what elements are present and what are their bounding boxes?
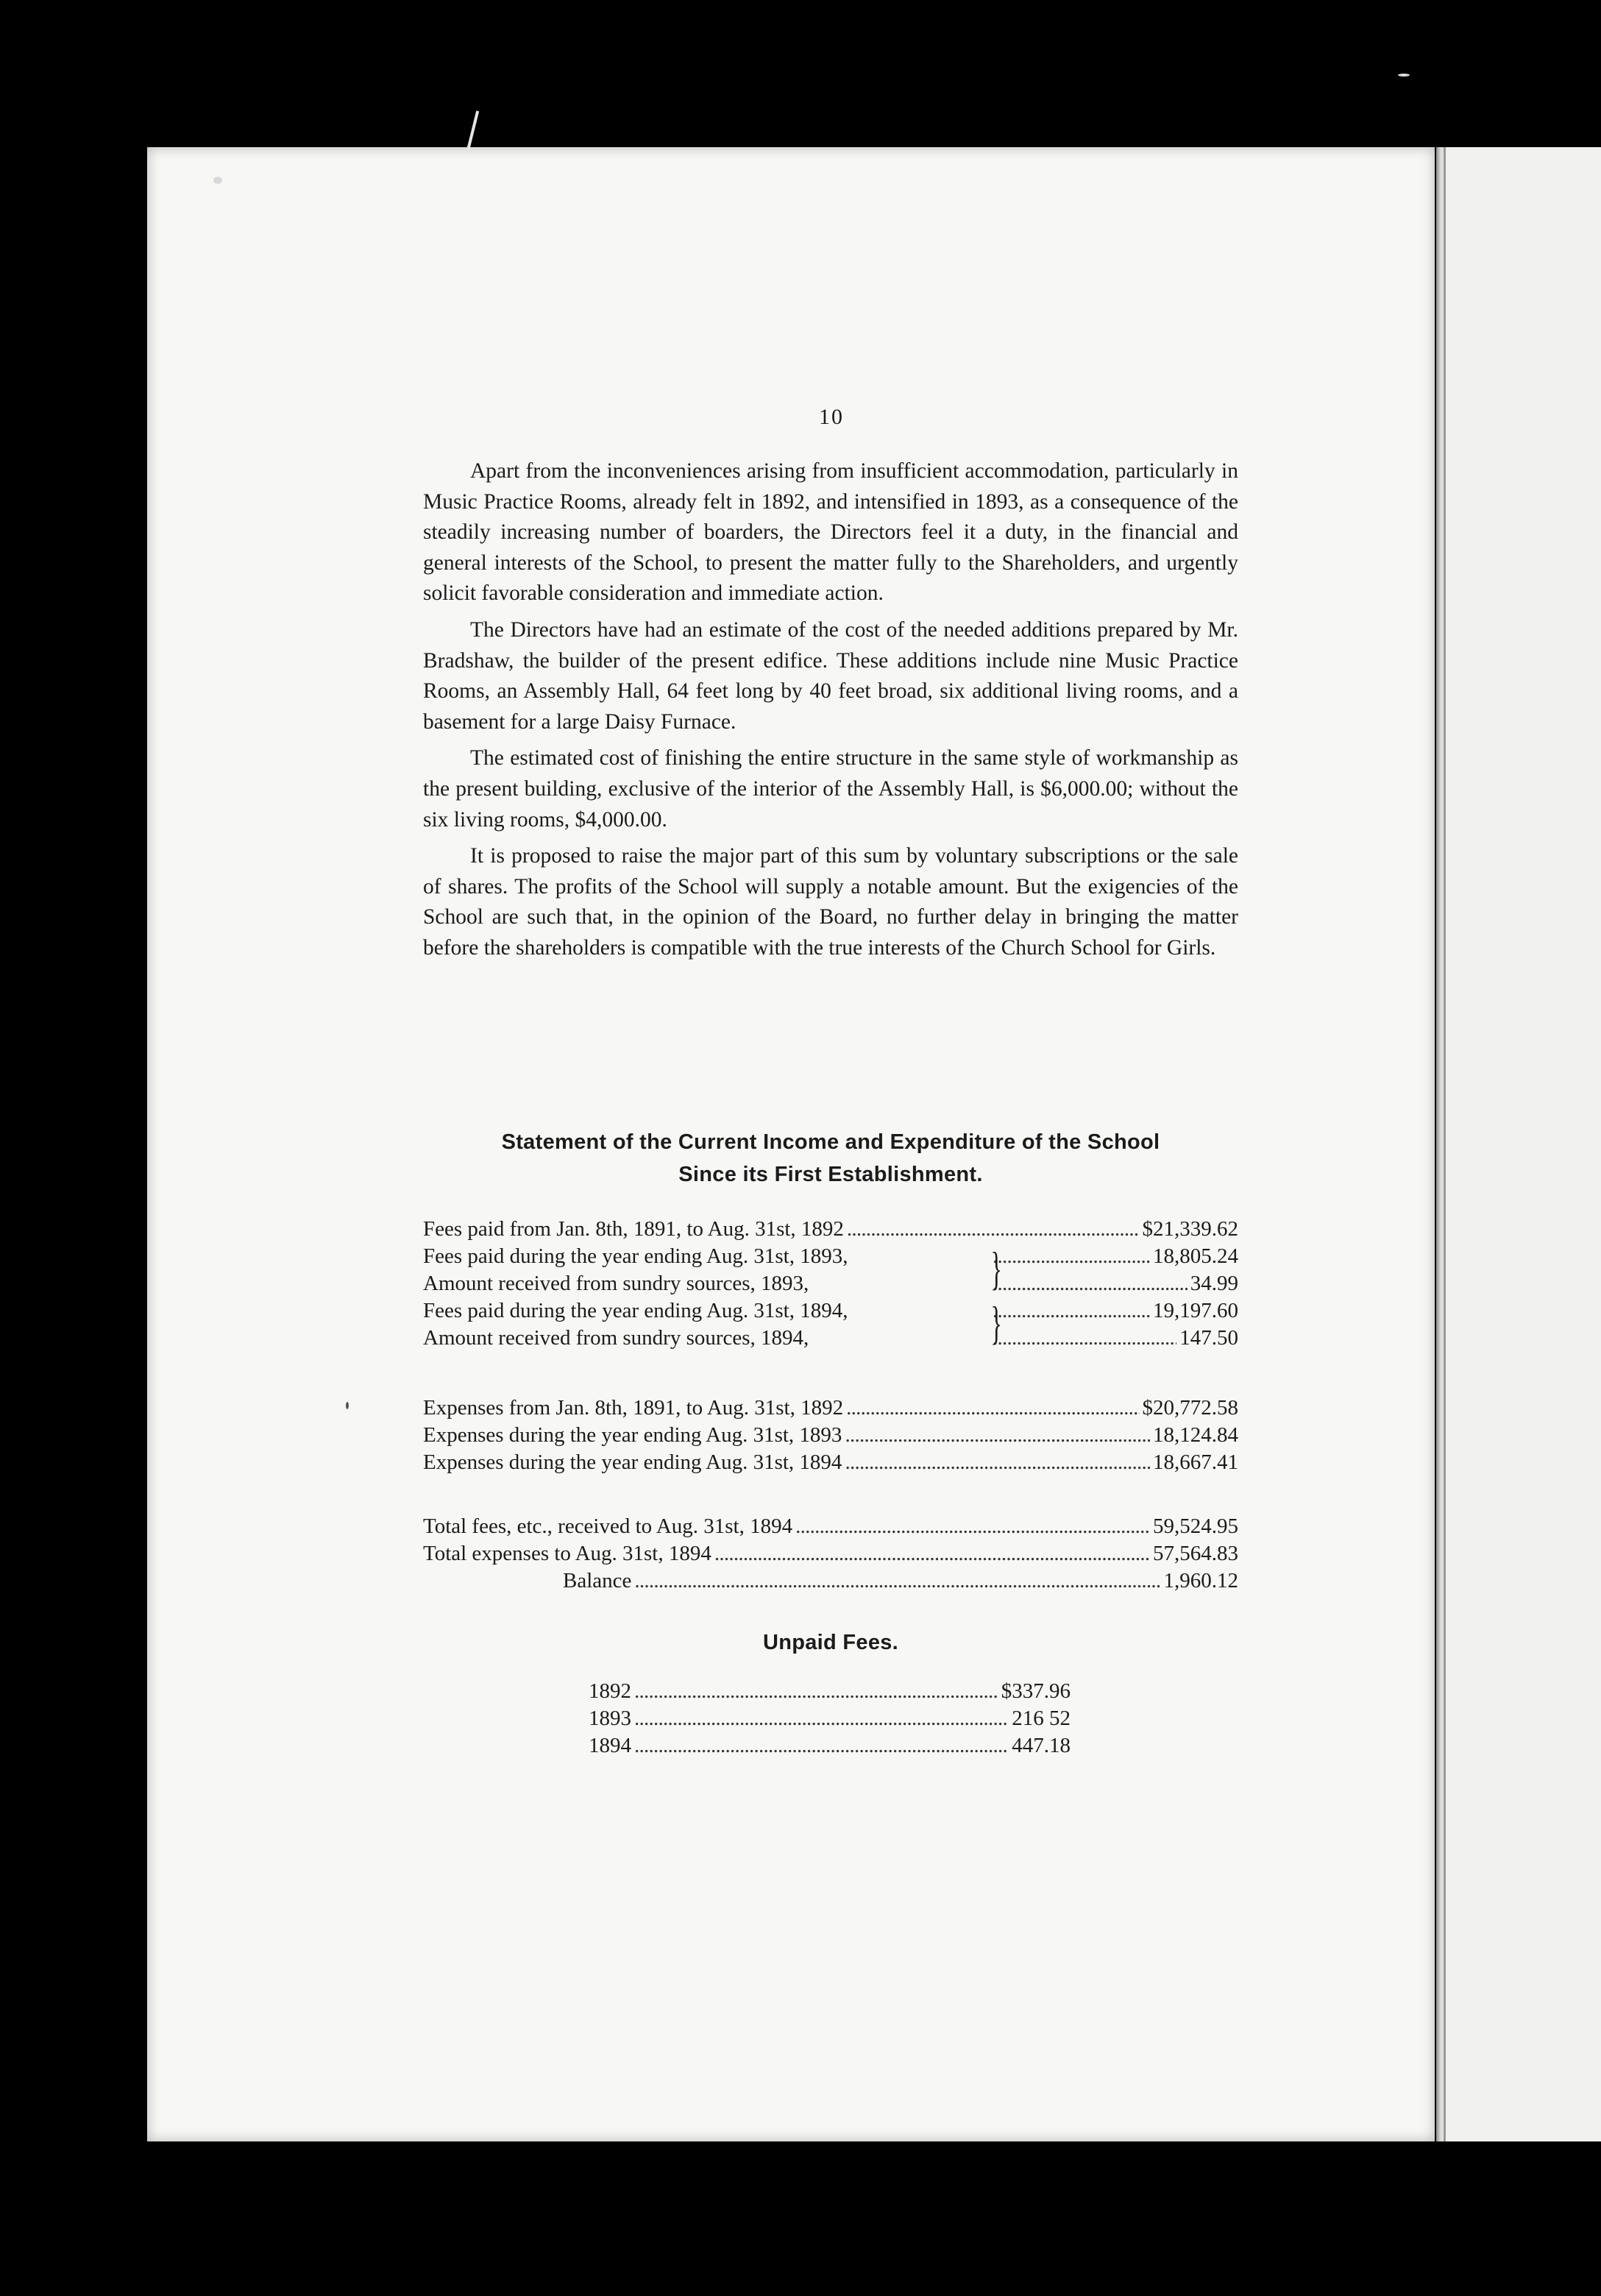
ledger-label: Fees paid during the year ending Aug. 31st, 1894, bbox=[423, 1299, 848, 1322]
income-group-1893 bbox=[423, 1243, 1238, 1297]
paragraph: It is proposed to raise the major part of this sum by voluntary subscriptions or the sale of shares. The profits of the School will supply a notable amount. But the exigencies of the School are such that, in the opinion of the Board, no further delay in bringing the matter before the shareholders is compatible with the true interests of the Church School for Girls. bbox=[423, 844, 1238, 960]
paragraph: The Directors have had an estimate of the cost of the needed additions prepared by Mr. Bradshaw, the builder of the present edifice. These additions include nine Music Practice Rooms, an Assembly Hall, 64 feet long by 40 feet broad, six additional living rooms, and a basement for a large Daisy Furnace. bbox=[423, 617, 1238, 734]
body-text bbox=[423, 456, 1238, 970]
ledger-row bbox=[423, 1567, 1238, 1595]
ledger-row bbox=[589, 1732, 1071, 1760]
leader-dots bbox=[634, 1567, 1160, 1595]
leader-dots bbox=[795, 1513, 1150, 1540]
ledger-row bbox=[423, 1243, 1238, 1270]
leader-dots bbox=[993, 1325, 1176, 1352]
ledger-row bbox=[423, 1297, 1238, 1325]
ledger-amount: 18,124.84 bbox=[1153, 1423, 1238, 1447]
statement-heading-line2: Since its First Establishment. bbox=[678, 1163, 983, 1186]
ledger-amount: $20,772.58 bbox=[1142, 1396, 1238, 1420]
ledger-amount: 57,564.83 bbox=[1153, 1542, 1238, 1565]
ledger-amount: $337.96 bbox=[1001, 1679, 1071, 1703]
ledger-label: Total expenses to Aug. 31st, 1894 bbox=[423, 1542, 711, 1565]
leader-dots bbox=[847, 1216, 1140, 1243]
ledger-amount: 18,667.41 bbox=[1153, 1450, 1238, 1474]
scan-speck bbox=[213, 177, 222, 184]
income-ledger bbox=[423, 1216, 1238, 1352]
ledger-amount: 147.50 bbox=[1179, 1326, 1238, 1350]
ledger-label: Amount received from sundry sources, 1894, bbox=[423, 1326, 809, 1350]
ledger-label: Fees paid from Jan. 8th, 1891, to Aug. 31st, 1892 bbox=[423, 1217, 844, 1241]
expenses-ledger bbox=[423, 1395, 1238, 1476]
ledger-row bbox=[423, 1216, 1238, 1243]
ledger-row bbox=[423, 1449, 1238, 1476]
ledger-amount: 447.18 bbox=[1012, 1734, 1071, 1757]
ledger-amount: 19,197.60 bbox=[1153, 1299, 1238, 1322]
ledger-label: Fees paid during the year ending Aug. 31st, 1893, bbox=[423, 1244, 848, 1268]
page-number: 10 bbox=[819, 405, 844, 429]
ledger-label: Amount received from sundry sources, 1893, bbox=[423, 1272, 809, 1295]
leader-dots bbox=[845, 1449, 1150, 1476]
leader-dots bbox=[634, 1732, 1009, 1760]
leader-dots bbox=[993, 1297, 1150, 1325]
ledger-row bbox=[423, 1422, 1238, 1449]
ledger-row bbox=[423, 1325, 1238, 1352]
leader-dots bbox=[993, 1270, 1188, 1297]
ledger-label: Total fees, etc., received to Aug. 31st, 1894 bbox=[423, 1514, 793, 1538]
ledger-label: Expenses during the year ending Aug. 31st, 1893 bbox=[423, 1423, 842, 1447]
ledger-row bbox=[423, 1395, 1238, 1422]
unpaid-ledger bbox=[589, 1678, 1071, 1760]
leader-dots bbox=[993, 1243, 1150, 1270]
ledger-amount: 59,524.95 bbox=[1153, 1514, 1238, 1538]
leader-dots bbox=[714, 1540, 1150, 1567]
brace-symbol: } bbox=[990, 1297, 1002, 1349]
ledger-row bbox=[423, 1540, 1238, 1567]
ledger-label: 1892 bbox=[589, 1679, 631, 1703]
ledger-label: Expenses during the year ending Aug. 31st, 1894 bbox=[423, 1450, 842, 1474]
ledger-label: Expenses from Jan. 8th, 1891, to Aug. 31st, 1892 bbox=[423, 1396, 844, 1420]
income-group-1894 bbox=[423, 1297, 1238, 1352]
paragraph: Apart from the inconveniences arising from insufficient accommodation, particularly in Music Practice Rooms, already felt in 1892, and intensified in 1893, as a consequence of the steadily increasing number of boarders, the Directors feel it a duty, in the financial and general interests of the School, to present the matter fully to the Shareholders, and urgently solicit favorable consideration and immediate action. bbox=[423, 459, 1238, 606]
statement-heading bbox=[412, 1126, 1249, 1191]
scan-speck bbox=[346, 1402, 349, 1409]
paragraph: The estimated cost of finishing the entire structure in the same style of workmanship as the present building, exclusive of the interior of the Assembly Hall, is $6,000.00; without the six living rooms, $4,000.00. bbox=[423, 746, 1238, 832]
ledger-row bbox=[423, 1270, 1238, 1297]
ledger-row bbox=[423, 1513, 1238, 1540]
ledger-amount: $21,339.62 bbox=[1142, 1217, 1238, 1241]
leader-dots bbox=[634, 1705, 1009, 1732]
unpaid-heading: Unpaid Fees. bbox=[762, 1631, 899, 1654]
page-gutter-line bbox=[1444, 147, 1446, 2141]
ledger-row bbox=[589, 1678, 1071, 1705]
statement-heading-line1: Statement of the Current Income and Expenditure of the School bbox=[501, 1130, 1160, 1154]
ledger-amount: 18,805.24 bbox=[1153, 1244, 1238, 1268]
ledger-label: 1894 bbox=[589, 1734, 631, 1757]
leader-dots bbox=[845, 1422, 1150, 1449]
ledger-amount: 1,960.12 bbox=[1163, 1569, 1238, 1592]
ledger-amount: 34.99 bbox=[1190, 1272, 1238, 1295]
ledger-label: 1893 bbox=[589, 1707, 631, 1730]
totals-ledger bbox=[423, 1513, 1238, 1595]
scan-speck bbox=[1398, 74, 1410, 77]
brace-symbol: } bbox=[990, 1242, 1002, 1294]
ledger-amount: 216 52 bbox=[1012, 1707, 1071, 1730]
leader-dots bbox=[634, 1678, 998, 1705]
ledger-row bbox=[589, 1705, 1071, 1732]
adjacent-page bbox=[1446, 147, 1601, 2141]
ledger-label: Balance bbox=[563, 1569, 632, 1592]
leader-dots bbox=[846, 1395, 1139, 1422]
